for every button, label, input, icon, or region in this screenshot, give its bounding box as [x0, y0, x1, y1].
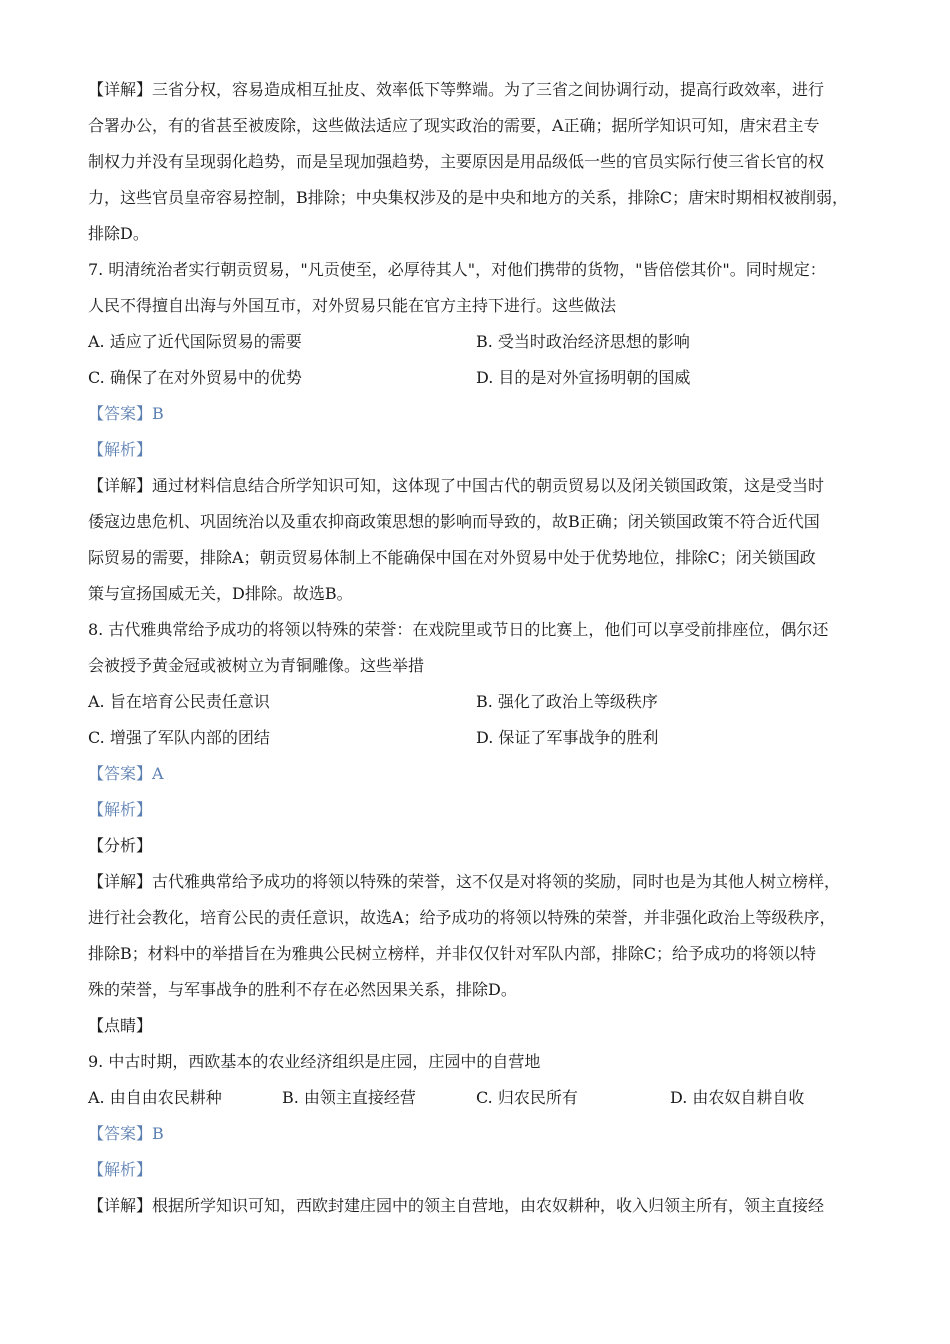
document-page — [88, 72, 878, 1224]
option-d: D. 目的是对外宣扬明朝的国威 — [476, 368, 691, 387]
question-8-stem: 8. 古代雅典常给予成功的将领以特殊的荣誉：在戏院里或节日的比赛上，他们可以享受前排座位，偶尔还 — [88, 620, 829, 639]
option-c: C. 确保了在对外贸易中的优势 — [88, 368, 302, 387]
detail-line: 【详解】通过材料信息结合所学知识可知，这体现了中国古代的朝贡贸易以及闭关锁国政策，这是受当时 — [88, 476, 825, 495]
detail-line: 进行社会教化，培育公民的责任意识，故选A；给予成功的将领以特殊的荣誉，并非强化政治上等级秩序， — [88, 908, 836, 927]
option-c: C. 增强了军队内部的团结 — [88, 728, 270, 747]
option-a: A. 由自由农民耕种 — [88, 1088, 222, 1107]
detail-line: 策与宣扬国威无关，D排除。故选B。 — [88, 584, 353, 603]
question-7-options-row — [88, 324, 878, 360]
analysis-label: 【解析】 — [88, 1160, 153, 1179]
question-9-stem: 9. 中古时期，西欧基本的农业经济组织是庄园，庄园中的自营地 — [88, 1052, 541, 1071]
answer-label: 【答案】B — [88, 404, 164, 423]
paragraph-line: 合署办公，有的省甚至被废除，这些做法适应了现实政治的需要，A正确；据所学知识可知，唐宋君主专 — [88, 116, 820, 135]
question-7-stem: 7. 明清统治者实行朝贡贸易，"凡贡使至，必厚待其人"，对他们携带的货物，"皆倍偿其价"。同时规定： — [88, 260, 826, 279]
option-b: B. 受当时政治经济思想的影响 — [476, 332, 690, 351]
answer-label: 【答案】A — [88, 764, 164, 783]
option-c: C. 归农民所有 — [476, 1088, 578, 1107]
paragraph-line: 制权力并没有呈现弱化趋势，而是呈现加强趋势，主要原因是用品级低一些的官员实际行使三省长官的权 — [88, 152, 825, 171]
fenxi-label: 【分析】 — [88, 836, 153, 855]
detail-line: 排除B；材料中的举措旨在为雅典公民树立榜样，并非仅仅针对军队内部，排除C；给予成功的将领以特 — [88, 944, 817, 963]
question-9-options-row — [88, 1080, 878, 1116]
detail-line: 【详解】古代雅典常给予成功的将领以特殊的荣誉，这不仅是对将领的奖励，同时也是为其他人树立榜样， — [88, 872, 841, 891]
question-8-stem: 会被授予黄金冠或被树立为青铜雕像。这些举措 — [88, 656, 425, 675]
option-b: B. 强化了政治上等级秩序 — [476, 692, 658, 711]
analysis-label: 【解析】 — [88, 440, 153, 459]
question-8-options-row — [88, 684, 878, 720]
option-d: D. 由农奴自耕自收 — [670, 1088, 805, 1107]
question-8-options-row — [88, 720, 878, 756]
option-a: A. 旨在培育公民责任意识 — [88, 692, 270, 711]
dianjing-label: 【点睛】 — [88, 1016, 153, 1035]
answer-label: 【答案】B — [88, 1124, 164, 1143]
paragraph-line: 力，这些官员皇帝容易控制，B排除；中央集权涉及的是中央和地方的关系，排除C；唐宋时期相权被削弱， — [88, 188, 849, 207]
detail-line: 殊的荣誉，与军事战争的胜利不存在必然因果关系，排除D。 — [88, 980, 517, 999]
question-7-stem: 人民不得擅自出海与外国互市，对外贸易只能在官方主持下进行。这些做法 — [88, 296, 617, 315]
paragraph-line: 排除D。 — [88, 224, 149, 243]
detail-line: 倭寇边患危机、巩固统治以及重农抑商政策思想的影响而导致的，故B正确；闭关锁国政策不符合近代国 — [88, 512, 820, 531]
option-a: A. 适应了近代国际贸易的需要 — [88, 332, 302, 351]
option-b: B. 由领主直接经营 — [282, 1088, 416, 1107]
detail-line: 【详解】根据所学知识可知，西欧封建庄园中的领主自营地，由农奴耕种，收入归领主所有，领主直接经 — [88, 1196, 825, 1215]
analysis-label: 【解析】 — [88, 800, 153, 819]
question-7-options-row — [88, 360, 878, 396]
detail-line: 际贸易的需要，排除A；朝贡贸易体制上不能确保中国在对外贸易中处于优势地位，排除C；闭关锁国政 — [88, 548, 816, 567]
paragraph-line: 【详解】三省分权，容易造成相互扯皮、效率低下等弊端。为了三省之间协调行动，提高行政效率，进行 — [88, 80, 825, 99]
option-d: D. 保证了军事战争的胜利 — [476, 728, 659, 747]
